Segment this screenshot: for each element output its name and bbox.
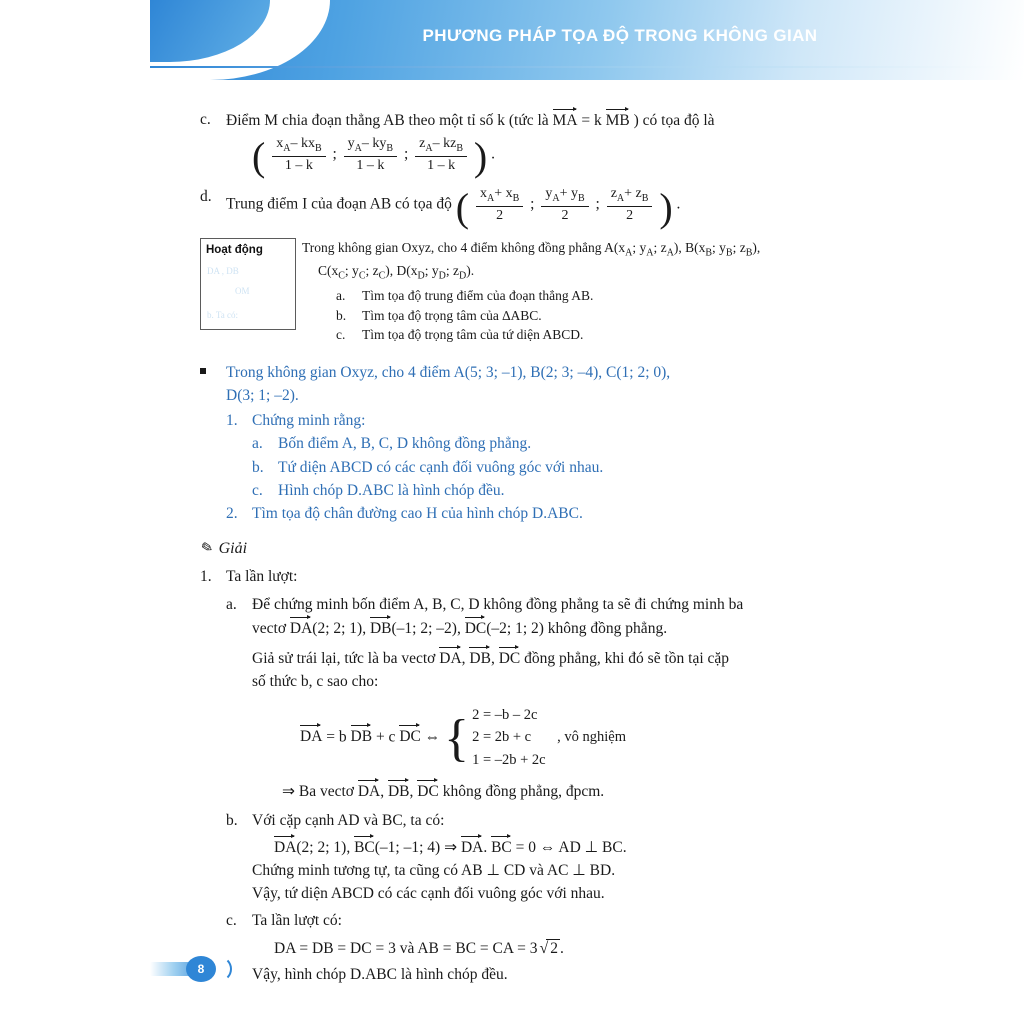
system-of-equations: [444, 704, 626, 771]
fraction-d-x-denominator: 2: [496, 207, 504, 223]
problem-item-1: [226, 409, 840, 432]
item-c-body: [226, 108, 840, 132]
solution-b-line-2: DA(2; 2; 1), BC(–1; –1; 4) ⇒ DA. BC = 0 ⇔ AD ⊥ BC.: [274, 835, 840, 859]
page-footer: [150, 956, 270, 982]
formula-tail: .: [491, 145, 495, 163]
problem-item-1a-text: Bốn điểm A, B, C, D không đồng phẳng.: [278, 435, 532, 453]
sep-d-1: ;: [530, 196, 535, 214]
activity-line-1: Trong không gian Oxyz, cho 4 điểm không đồng phẳng $A(x_A$; $y_A$; $z_A$), $B(x_B$; $y_B$; $z_B$),: [302, 239, 761, 259]
solution-item-1: [200, 565, 840, 588]
fraction-d-y: [541, 185, 588, 225]
activity-section: [200, 238, 840, 345]
vector-DB-1: DB: [370, 616, 392, 640]
vector-DA-5: DA: [461, 835, 483, 859]
problem-item-1c-text: Hình chóp D.ABC là hình chóp đều.: [278, 481, 505, 499]
paren-open: (: [252, 134, 266, 180]
activity-box: [200, 238, 296, 330]
problem-intro-line-2: D(3; 1; –2).: [226, 386, 299, 404]
activity-sub-b-label: b.: [336, 307, 347, 323]
vector-DB-2: DB: [469, 646, 491, 670]
problem-intro-line-1: Trong không gian Oxyz, cho 4 điểm A(5; 3; –1), B(2; 3; –4), C(1; 2; 0),: [226, 363, 671, 381]
vector-DA-2: DA: [439, 646, 461, 670]
square-root: √ 2: [539, 939, 558, 957]
ghost-line-3: b. Ta có:: [207, 309, 238, 320]
problem-item-1c-label: c.: [252, 481, 263, 499]
fraction-d-z-numerator: $z_A+ z_B$: [607, 185, 653, 206]
solution-a-body: [252, 593, 840, 804]
ghost-line-1: DA , DB: [207, 265, 239, 276]
problem-section: [200, 361, 840, 526]
page-body: [0, 80, 1024, 1024]
solution-heading: [197, 537, 840, 561]
header-divider-line: [150, 66, 1024, 68]
fraction-d-z: [607, 185, 653, 225]
page-header: [150, 0, 1024, 80]
solution-c-body: [252, 909, 840, 986]
fraction-z: [415, 135, 467, 175]
fraction-y-denominator: 1 – k: [356, 157, 385, 173]
solution-a-line-1: Để chứng minh bốn điểm A, B, C, D không đồng phẳng ta sẽ đi chứng minh ba: [252, 595, 744, 613]
fraction-d-z-denominator: 2: [626, 207, 634, 223]
problem-bullet: [200, 361, 226, 384]
vector-BC-2: BC: [491, 835, 512, 859]
problem-body: [226, 361, 840, 526]
activity-sub-c-text: Tìm tọa độ trọng tâm của tứ diện ABCD.: [362, 327, 584, 343]
solution-c-line-1: Ta lần lượt có:: [252, 912, 342, 930]
item-c: [200, 108, 840, 132]
solution-a-line-2: vectơ DA(2; 2; 1), DB(–1; 2; –2), DC(–2; 1; 2) không đồng phẳng.: [252, 616, 840, 640]
fraction-d-x-numerator: $x_A+ x_B$: [476, 185, 523, 206]
vector-DC-1: DC: [465, 616, 487, 640]
fraction-x: [272, 135, 325, 175]
item-d-label: d.: [200, 188, 212, 206]
solution-b-body: [252, 809, 840, 905]
activity-sub-a-label: a.: [336, 288, 346, 303]
paren-close-d: ): [659, 184, 673, 230]
solution-c-equation: DA = DB = DC = 3 và AB = BC = CA = 3 √ 2 .: [274, 937, 840, 961]
vector-DB-eq: DB: [351, 724, 373, 748]
solution-a-line-3: Giả sử trái lại, tức là ba vectơ DA, DB, DC đồng phẳng, khi đó sẽ tồn tại cặp: [252, 646, 840, 670]
vector-MB: MB: [606, 108, 630, 132]
paren-open-d: (: [455, 184, 470, 230]
footer-arc-decoration: [206, 956, 232, 982]
vector-DA-4: DA: [274, 835, 296, 859]
item-c-text-2: ) có tọa độ là: [633, 112, 715, 129]
sep-2: ;: [403, 145, 409, 163]
activity-box-title: Hoạt động: [206, 243, 263, 256]
fraction-z-denominator: 1 – k: [427, 157, 456, 173]
fraction-y-numerator: $y_A-$ $ky_B$: [344, 135, 397, 156]
solution-b-line-4: Vậy, tứ diện ABCD có các cạnh đối vuông góc với nhau.: [252, 885, 605, 903]
system-line-3: 1 = –2b + 2c: [472, 751, 546, 768]
fraction-y: [344, 135, 397, 175]
system-line-2: 2 = 2b + c , vô nghiệm: [472, 729, 626, 746]
problem-item-1a: [252, 432, 840, 455]
fraction-x-denominator: 1 – k: [284, 157, 313, 173]
solution-c-label: c.: [226, 912, 237, 930]
item-c-text-1: Điểm M chia đoạn thẳng AB theo một tỉ số k (tức là: [226, 112, 549, 129]
pen-icon: ✎: [197, 539, 215, 559]
solution-heading-text: Giải: [218, 540, 248, 558]
problem-item-2: [226, 502, 840, 525]
activity-sub-a: [336, 286, 840, 306]
solution-a: [226, 593, 840, 804]
fraction-d-y-numerator: $y_A+ y_B$: [541, 185, 588, 206]
vector-DC-3: DC: [417, 779, 439, 803]
solution-c-line-3: Vậy, hình chóp D.ABC là hình chóp đều.: [252, 965, 508, 983]
content-column: [197, 108, 840, 986]
item-c-formula: [252, 134, 840, 180]
problem-item-1a-label: a.: [252, 435, 263, 453]
activity-sub-c-label: c.: [336, 327, 346, 343]
formula-d-tail: .: [676, 196, 681, 214]
solution-b-line-3: Chứng minh tương tự, ta cũng có AB ⊥ CD và AC ⊥ BD.: [252, 861, 616, 879]
solution-a-line-4: số thức b, c sao cho:: [252, 673, 379, 691]
paren-close: ): [473, 134, 488, 180]
square-bullet-icon: [200, 368, 206, 374]
solution-b: [226, 809, 840, 905]
system-lines: [472, 704, 626, 771]
problem-item-1c: [252, 479, 840, 502]
sep-d-2: ;: [595, 196, 600, 214]
activity-text: [296, 238, 840, 345]
problem-item-1-text: Chứng minh rằng:: [252, 412, 366, 430]
vector-DC-eq: DC: [399, 724, 421, 748]
activity-sub-b-text: Tìm tọa độ trọng tâm của ∆ABC.: [362, 307, 542, 323]
solution-equation-system: DA = b DB + c DC ⇔ { 2 = –b – 2c 2 = 2b + c , vô nghiệm 1 = –2b + 2c: [300, 704, 840, 771]
vector-DA-eq: DA: [300, 724, 322, 748]
problem-item-1b-text: Tứ diện ABCD có các cạnh đối vuông góc với nhau.: [278, 458, 604, 476]
vector-MA: MA: [553, 108, 578, 132]
item-d-body: [226, 184, 840, 230]
problem-item-2-text: Tìm tọa độ chân đường cao H của hình chóp D.ABC.: [252, 505, 583, 523]
problem-item-1b: [252, 456, 840, 479]
vector-DA-3: DA: [358, 779, 380, 803]
solution-b-label: b.: [226, 812, 238, 830]
solution-item-1-text: Ta lần lượt:: [226, 568, 298, 586]
vector-DC-2: DC: [499, 646, 521, 670]
activity-sub-b: [336, 306, 840, 326]
page-title: PHƯƠNG PHÁP TỌA ĐỘ TRONG KHÔNG GIAN: [422, 26, 818, 45]
ghost-line-2: OM: [235, 285, 250, 296]
solution-b-line-1: Với cặp cạnh AD và BC, ta có:: [252, 812, 445, 830]
fraction-d-y-denominator: 2: [561, 207, 569, 223]
item-d-text: Trung điểm I của đoạn AB có tọa độ: [226, 196, 452, 214]
activity-sub-c: [336, 325, 840, 345]
sep-1: ;: [332, 145, 337, 163]
brace-icon: {: [444, 709, 470, 767]
solution-a-label: a.: [226, 595, 237, 613]
vector-BC-1: BC: [354, 835, 375, 859]
item-c-label: c.: [200, 111, 211, 128]
page-number-badge: 8: [186, 956, 216, 982]
vector-DB-3: DB: [388, 779, 410, 803]
item-c-eq: = k: [581, 112, 602, 129]
solution-c: [226, 909, 840, 986]
item-d: [200, 184, 840, 230]
vector-DA-1: DA: [290, 616, 312, 640]
problem-item-2-label: 2.: [226, 505, 238, 523]
fraction-d-x: [476, 185, 523, 225]
solution-item-1-label: 1.: [200, 568, 212, 586]
problem-item-1-label: 1.: [226, 412, 238, 430]
activity-line-2: $C(x_C$; $y_C$; $z_C$), $D(x_D$; $y_D$; $z_D$).: [318, 262, 475, 282]
fraction-z-numerator: $z_A-$ $kz_B$: [415, 135, 467, 156]
activity-sub-a-text: Tìm tọa độ trung điểm của đoạn thẳng AB.: [362, 288, 594, 303]
system-line-1: 2 = –b – 2c: [472, 706, 538, 723]
solution-a-conclusion: ⇒ Ba vectơ DA, DB, DC không đồng phẳng, đpcm.: [282, 779, 840, 803]
problem-item-1b-label: b.: [252, 458, 264, 476]
fraction-x-numerator: $x_A-$ $kx_B$: [272, 135, 325, 156]
